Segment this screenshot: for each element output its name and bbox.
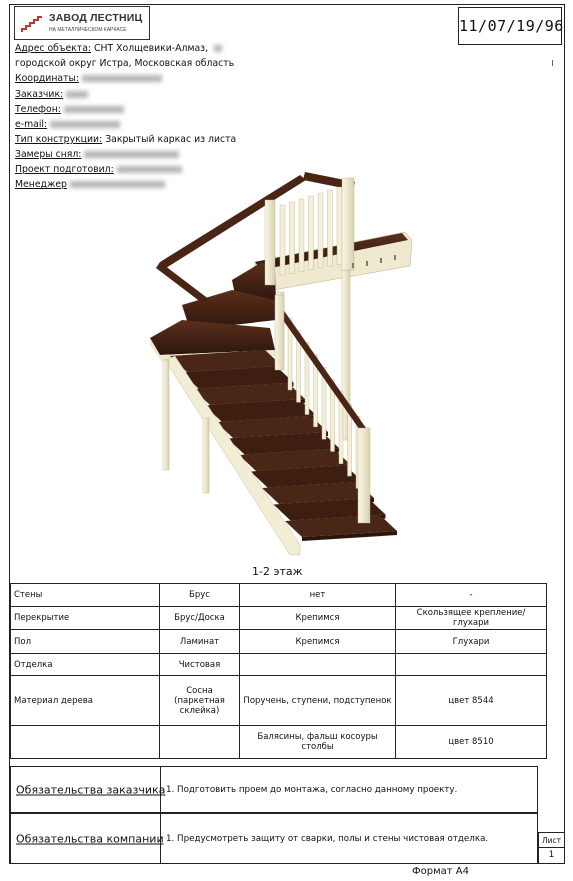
baluster [328, 190, 333, 266]
spec-cell: Чистовая [160, 654, 240, 676]
spec-cell [160, 726, 240, 759]
measured-key: Замеры снял: [15, 149, 82, 160]
spec-cell [396, 654, 547, 676]
company-obligations-label-cell [11, 814, 164, 863]
spec-row [11, 676, 547, 726]
customer-obligations [10, 766, 538, 813]
spec-cell: Материал дерева [11, 676, 160, 726]
redacted-field [214, 45, 222, 52]
margin-mark [552, 60, 553, 66]
spec-table [10, 583, 547, 759]
spec-row [11, 584, 547, 607]
address-key: Адрес объекта: [15, 43, 92, 54]
spec-cell: Брус [160, 584, 240, 607]
spec-cell: Скользящее крепление/глухари [396, 607, 547, 630]
customer-obligations-label-cell [11, 767, 166, 812]
spec-cell: - [396, 584, 547, 607]
baluster [318, 193, 323, 268]
redacted-field [50, 121, 120, 128]
spec-cell: Брус/Доска [160, 607, 240, 630]
spec-cell: цвет 8544 [396, 676, 547, 726]
sheet-number: 1 [538, 848, 565, 864]
spec-cell: Отделка [11, 654, 160, 676]
logo-subtitle: НА МЕТАЛЛИЧЕСКОМ КАРКАСЕ [49, 27, 127, 33]
sheet-label: Лист [538, 832, 565, 848]
spec-cell: цвет 8510 [396, 726, 547, 759]
redacted-field [66, 91, 88, 98]
construction-key: Тип конструкции: [15, 134, 103, 145]
spec-cell [240, 654, 396, 676]
redacted-field [82, 75, 162, 82]
company-obligations-text: 1. Предусмотреть защиту от сварки, полы и стены чистовая отделка. [166, 833, 489, 844]
spec-row [11, 654, 547, 676]
baluster [290, 202, 295, 273]
info-construction [15, 134, 236, 145]
spec-cell: Сосна (паркетная склейка) [160, 676, 240, 726]
info-coordinates [15, 73, 162, 84]
spec-cell: Стены [11, 584, 160, 607]
customer-obligations-label: Обязательства заказчика [16, 783, 166, 796]
baluster [299, 199, 304, 271]
spec-cell [11, 726, 160, 759]
customer-key: Заказчик: [15, 89, 64, 100]
construction-value: Закрытый каркас из листа [105, 134, 237, 145]
redacted-field [84, 151, 179, 158]
baluster [309, 196, 314, 270]
email-key: e-mail: [15, 119, 48, 130]
redacted-field [64, 106, 124, 113]
info-address [15, 43, 222, 54]
company-obligations [10, 813, 538, 864]
info-measured [15, 149, 179, 160]
spec-cell: Пол [11, 630, 160, 654]
info-customer [15, 89, 88, 100]
spec-cell: Крепимся [240, 607, 396, 630]
logo-title: ЗАВОД ЛЕСТНИЦ [49, 12, 143, 24]
spec-cell: Глухари [396, 630, 547, 654]
baluster [337, 187, 342, 264]
info-email [15, 119, 120, 130]
project-date: 11/07/19/96 [459, 17, 564, 35]
spec-row [11, 607, 547, 630]
project-date-box [458, 7, 562, 45]
baluster [280, 205, 285, 275]
spec-row [11, 726, 547, 759]
drawing-caption: 1-2 этаж [252, 565, 303, 578]
staircase-drawing [140, 160, 440, 560]
sheet-number-box [538, 832, 565, 864]
spec-cell: Крепимся [240, 630, 396, 654]
phone-key: Телефон: [15, 104, 61, 115]
manager-key: Менеджер [15, 179, 67, 190]
customer-obligations-text: 1. Подготовить проем до монтажа, согласно данному проекту. [166, 784, 458, 795]
spec-cell: Перекрытие [11, 607, 160, 630]
prepared-key: Проект подготовил: [15, 164, 114, 175]
spec-cell: Балясины, фальш косоуры столбы [240, 726, 396, 759]
address-value: СНТ Холщевики-Алмаз, [94, 43, 209, 54]
spec-row [11, 630, 547, 654]
company-obligations-label: Обязательства компании [16, 832, 164, 845]
company-logo [14, 6, 150, 40]
stairs-logo-icon [21, 15, 43, 33]
paper-format: Формат А4 [412, 866, 469, 877]
coordinates-key: Координаты: [15, 73, 80, 84]
info-phone [15, 104, 124, 115]
spec-cell: Поручень, ступени, подступенок [240, 676, 396, 726]
info-address-line2: городской округ Истра, Московская область [15, 58, 235, 69]
spec-cell: Ламинат [160, 630, 240, 654]
spec-cell: нет [240, 584, 396, 607]
